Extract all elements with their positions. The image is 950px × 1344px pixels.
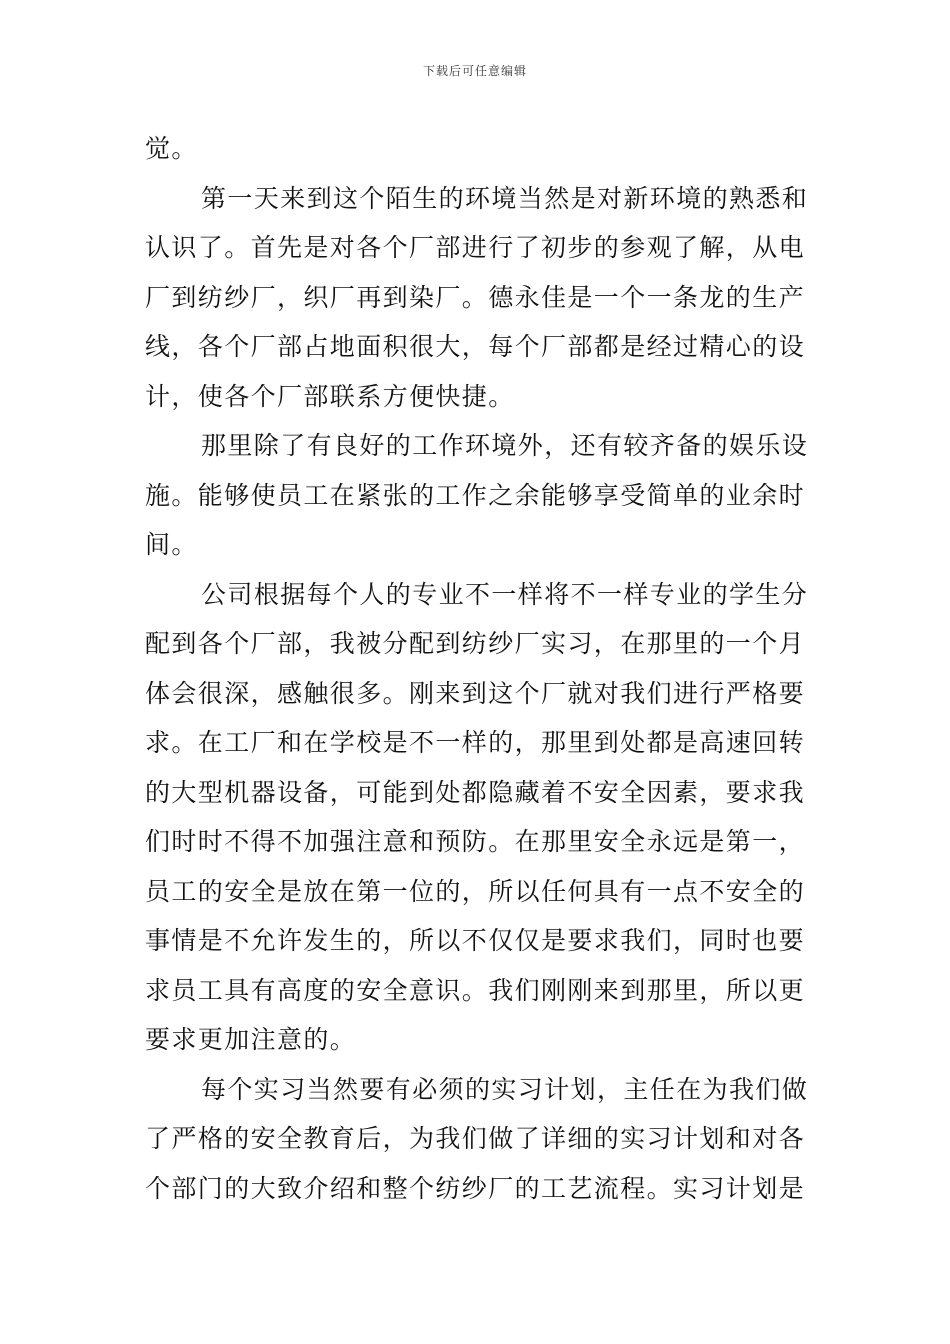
text-line: 间。 (145, 530, 198, 559)
text-line: 员工的安全是放在第一位的，所以任何具有一点不安全的 (145, 876, 806, 906)
paragraph-first-line: 第一天来到这个陌生的环境当然是对新环境的熟悉和 (201, 183, 809, 213)
text-line: 认识了。首先是对各个厂部进行了初步的参观了解，从电 (145, 233, 806, 262)
text-line: 的大型机器设备，可能到处都隐藏着不安全因素，要求我 (145, 777, 806, 807)
text-line: 体会很深，感触很多。刚来到这个厂就对我们进行严格要 (145, 678, 806, 708)
document-body (145, 124, 810, 1213)
text-line: 求。在工厂和在学校是不一样的，那里到处都是高速回转 (145, 728, 806, 757)
paragraph-first-line: 每个实习当然要有必须的实习计划，主任在为我们做 (201, 1074, 809, 1104)
text-line: 计，使各个厂部联系方便快捷。 (145, 381, 515, 411)
text-line: 要求更加注意的。 (145, 1025, 357, 1054)
text-line: 们时时不得不加强注意和预防。在那里安全永远是第一， (145, 827, 806, 856)
text-line: 觉。 (145, 134, 198, 163)
text-line: 厂到纺纱厂，织厂再到染厂。德永佳是一个一条龙的生产 (145, 282, 806, 312)
text-line: 了严格的安全教育后，为我们做了详细的实习计划和对各 (145, 1124, 806, 1153)
text-line: 配到各个厂部，我被分配到纺纱厂实习，在那里的一个月 (145, 629, 806, 658)
text-line: 个部门的大致介绍和整个纺纱厂的工艺流程。实习计划是 (145, 1173, 806, 1203)
text-line: 线，各个厂部占地面积很大，每个厂部都是经过精心的设 (145, 332, 806, 361)
paragraph-first-line: 公司根据每个人的专业不一样将不一样专业的学生分 (201, 579, 809, 609)
text-line: 事情是不允许发生的，所以不仅仅是要求我们，同时也要 (145, 926, 806, 955)
page-header: 下载后可任意编辑 (422, 64, 527, 78)
text-line: 施。能够使员工在紧张的工作之余能够享受简单的业余时 (145, 480, 806, 510)
paragraph-first-line: 那里除了有良好的工作环境外，还有较齐备的娱乐设 (201, 431, 809, 460)
text-line: 求员工具有高度的安全意识。我们刚刚来到那里，所以更 (145, 975, 806, 1005)
